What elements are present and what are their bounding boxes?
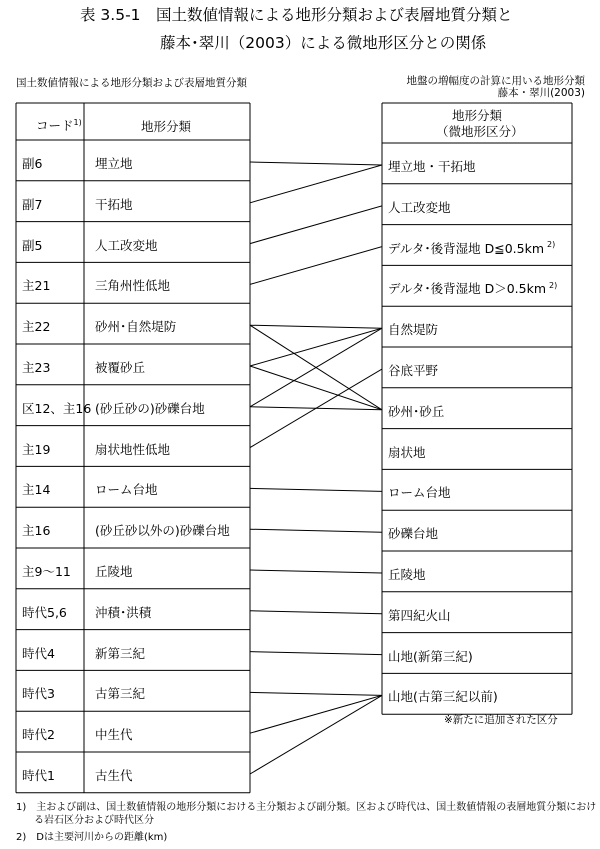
left-row-class: (砂丘砂の)砂礫台地	[95, 400, 205, 416]
left-header-code-footnote: 1)	[73, 117, 82, 127]
right-row-class-text: デルタ･後背湿地 D≦0.5km	[388, 240, 544, 256]
left-caption: 国土数値情報による地形分類および表層地質分類	[16, 77, 247, 89]
footnote-2: 2) Dは主要河川からの距離(km)	[16, 832, 168, 843]
left-row-class: 被覆砂丘	[95, 360, 146, 375]
left-row-class: (砂丘砂以外の)砂礫台地	[95, 523, 230, 539]
right-header-line2: （微地形区分）	[436, 124, 524, 139]
left-row-class: 干拓地	[95, 196, 133, 212]
new-class-note: ※新たに追加された区分	[444, 714, 558, 726]
right-header-line1: 地形分類	[452, 108, 503, 123]
footnote-1: 1) 主および副は、国土数値情報の地形分類における主分類および副分類。区および時代は、国土数値情報の表層地質分類における岩石区分および時代区分	[16, 802, 597, 826]
left-row-class: 新第三紀	[95, 645, 146, 661]
right-row-class-text: 山地(新第三紀)	[388, 648, 473, 664]
left-row-class: 丘陵地	[95, 564, 133, 579]
left-row-code: 副6	[22, 156, 43, 171]
mapping-connector	[250, 692, 382, 695]
mapping-connector	[250, 328, 382, 407]
right-row-class	[388, 565, 426, 583]
right-row-class	[388, 687, 498, 705]
left-row-code: 副7	[22, 196, 43, 212]
mapping-connector	[250, 652, 382, 655]
right-row-class-text: 山地(古第三紀以前)	[388, 689, 498, 705]
left-row-code: 主21	[22, 278, 51, 294]
mapping-connector	[250, 570, 382, 573]
left-row-code: 時代1	[22, 768, 55, 783]
mapping-connector	[250, 366, 382, 410]
right-row-class-text: 砂州･砂丘	[388, 403, 445, 419]
left-row-class: 古生代	[95, 768, 133, 783]
left-row-code: 主23	[22, 360, 51, 375]
mapping-connector	[250, 206, 382, 244]
mapping-connector	[250, 325, 382, 328]
title-line2: 藤本･翠川（2003）による微地形区分との関係	[160, 34, 487, 52]
left-row-class: 古第三紀	[95, 686, 146, 702]
left-row-code: 時代5,6	[22, 604, 67, 620]
left-row-code: 副5	[22, 237, 43, 253]
right-row-class-text: 自然堤防	[388, 322, 439, 338]
right-caption-line2: 藤本・翠川(2003)	[497, 87, 585, 99]
mapping-connector	[250, 328, 382, 366]
right-row-class	[388, 198, 451, 216]
mapping-connector	[250, 165, 382, 203]
right-row-class-text: 丘陵地	[388, 567, 426, 582]
left-row-class: 埋立地	[95, 156, 133, 171]
right-row-class-text: 砂礫台地	[388, 526, 439, 542]
left-row-code: 時代2	[22, 727, 55, 743]
right-row-class-text: 人工改変地	[388, 199, 451, 215]
title-line1: 表 3.5-1 国土数値情報による地形分類および表層地質分類と	[80, 6, 513, 24]
right-row-class	[388, 157, 476, 175]
left-row-class: 三角州性低地	[95, 278, 171, 294]
left-row-code: 区12、主16	[22, 400, 92, 416]
right-row-class	[388, 443, 426, 461]
right-row-class	[388, 320, 438, 338]
mapping-connector	[250, 611, 382, 614]
left-row-class: 扇状地性低地	[95, 441, 171, 457]
mapping-connector	[250, 162, 382, 165]
left-row-code: 主19	[22, 441, 51, 457]
right-row-footnote: 2)	[547, 240, 556, 250]
left-row-class: 中生代	[95, 727, 133, 743]
right-row-class	[388, 647, 473, 665]
right-row-class	[388, 606, 451, 624]
left-header-class: 地形分類	[141, 119, 192, 134]
right-row-class-text: デルタ･後背湿地 D＞0.5km	[388, 281, 547, 297]
mapping-connector	[250, 529, 382, 532]
mapping-connector	[250, 695, 382, 774]
left-row-class: ローム台地	[95, 482, 158, 498]
right-row-class	[388, 483, 451, 501]
left-header-code-text: コード	[36, 118, 74, 133]
right-row-class	[388, 361, 438, 379]
right-row-class	[388, 279, 557, 297]
right-row-footnote: 2)	[549, 281, 558, 291]
left-row-class: 人工改変地	[95, 237, 158, 253]
left-row-code: 主14	[22, 482, 51, 498]
left-header-code	[36, 116, 82, 134]
mapping-connector	[250, 695, 382, 733]
right-row-class-text: 扇状地	[388, 444, 426, 460]
right-caption-line1: 地盤の増幅度の計算に用いる地形分類	[406, 75, 585, 87]
left-row-class: 砂州･自然堤防	[95, 319, 177, 335]
mapping-connector	[250, 488, 382, 491]
left-row-code: 主16	[22, 523, 51, 539]
right-row-class	[388, 402, 444, 420]
right-row-class-text: 埋立地・干拓地	[388, 159, 476, 174]
right-row-class-text: ローム台地	[388, 485, 451, 501]
right-row-class-text: 谷底平野	[388, 363, 439, 378]
left-row-code: 主22	[22, 319, 51, 335]
right-row-class-text: 第四紀火山	[388, 607, 451, 623]
left-row-class: 沖積･洪積	[95, 604, 152, 620]
mapping-connector	[250, 247, 382, 285]
left-row-code: 時代3	[22, 686, 55, 702]
left-row-code: 時代4	[22, 645, 55, 661]
left-row-code: 主9〜11	[22, 564, 71, 579]
right-row-class	[388, 524, 438, 542]
right-row-class	[388, 239, 555, 257]
mapping-connector	[250, 369, 382, 448]
